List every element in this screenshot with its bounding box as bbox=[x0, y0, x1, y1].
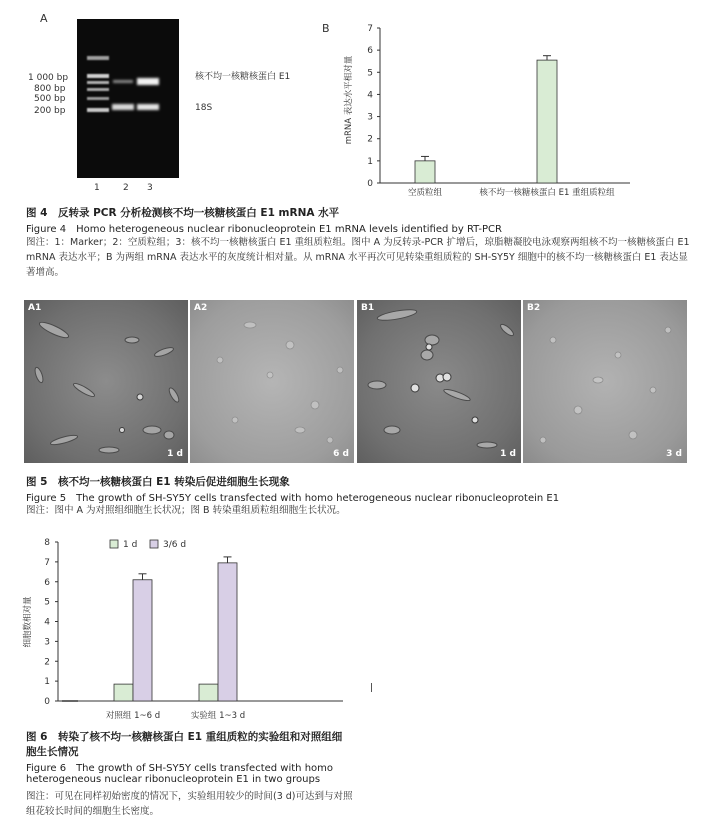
bar bbox=[537, 60, 557, 183]
chart-mrna-axes bbox=[367, 24, 630, 189]
y-tick-label: 0 bbox=[367, 179, 373, 189]
y-tick-label: 6 bbox=[367, 46, 373, 57]
fig4-note: 图注：1：Marker；2：空质粒组；3：核不均一核糖核蛋白 E1 重组质粒组。图中 A 为反转录-PCR 扩增后，琼脂糖凝胶电泳观察两组核不均一核糖核蛋白 E1 mRNA 表达水平；B 为两组 mRNA 表达水平的灰度统计相对量。从 mRNA 水平再次可见转染重组质粒的 SH-SY5Y 细胞中的核不均一核糖核蛋白 E1 表达显著增高。 bbox=[26, 237, 690, 278]
micrograph-day: 3 d bbox=[666, 449, 682, 459]
chart-growth-axes bbox=[44, 538, 343, 707]
gel-bands bbox=[77, 19, 179, 178]
y-tick-label: 7 bbox=[44, 557, 50, 568]
y-tick-label: 5 bbox=[44, 597, 50, 608]
y-tick-label: 8 bbox=[44, 538, 50, 548]
fig6-title-line1: 图 6 转染了核不均一核糖核蛋白 E1 重组质粒的实验组和对照组细 bbox=[26, 731, 343, 743]
cells-b1 bbox=[357, 300, 521, 463]
y-tick-label: 6 bbox=[44, 577, 50, 588]
sample-bands bbox=[112, 78, 159, 110]
chart-mrna-bars bbox=[415, 56, 557, 183]
bar bbox=[415, 161, 435, 183]
fig6-note: 图注：可见在同样初始密度的情况下，实验组用较少的时间(3 d)可达到与对照组花较长时间的细胞生长密度。 bbox=[26, 791, 353, 817]
x-category-label: 对照组 1~6 d bbox=[105, 711, 161, 721]
bar bbox=[199, 684, 218, 701]
x-category-label: 实验组 1~3 d bbox=[190, 711, 246, 721]
fig6-title-en-line2: heterogeneous nuclear ribonucleoprotein E1 in two groups bbox=[26, 774, 321, 785]
marker-label: 200 bp bbox=[34, 106, 66, 116]
y-tick-label: 4 bbox=[367, 90, 373, 101]
chart-mrna bbox=[335, 18, 635, 203]
chart-growth-xlabels bbox=[106, 710, 245, 721]
y-tick-label: 3 bbox=[44, 637, 50, 648]
micrograph-label: B2 bbox=[527, 303, 541, 313]
ladder-bands bbox=[87, 56, 109, 112]
marker-label: 500 bp bbox=[34, 94, 66, 104]
y-tick-label: 1 bbox=[44, 677, 50, 688]
marker-label: 1 000 bp bbox=[28, 73, 69, 83]
lane-label: 3 bbox=[147, 183, 153, 193]
bar bbox=[114, 684, 133, 701]
micrograph-label: A1 bbox=[28, 303, 42, 313]
stray-mark bbox=[371, 683, 372, 692]
y-tick-label: 1 bbox=[367, 156, 373, 167]
micrograph-label: A2 bbox=[194, 303, 208, 313]
fig5-title-en: Figure 5 The growth of SH-SY5Y cells transfected with homo heterogeneous nuclear ribonucleoprotein E1 bbox=[26, 493, 560, 504]
fig5-title: 图 5 核不均一核糖核蛋白 E1 转染后促进细胞生长现象 bbox=[26, 476, 290, 488]
cells-a2 bbox=[190, 300, 354, 463]
cells-a1 bbox=[24, 300, 188, 463]
chart-growth-bars bbox=[114, 557, 237, 701]
x-category-label: 核不均一核糖核蛋白 E1 重组质粒组 bbox=[479, 188, 615, 198]
micrograph-label: B1 bbox=[361, 303, 375, 313]
micrograph-b2 bbox=[523, 300, 687, 463]
micrograph-day: 1 d bbox=[167, 449, 183, 459]
y-tick-label: 5 bbox=[367, 68, 373, 79]
chart-mrna-xlabels bbox=[408, 187, 615, 198]
fig5-note: 图注：图中 A 为对照组细胞生长状况；图 B 转染重组质粒组细胞生长状况。 bbox=[26, 505, 346, 516]
bar bbox=[133, 580, 152, 701]
y-tick-label: 4 bbox=[44, 617, 50, 628]
lane-label: 2 bbox=[123, 183, 129, 193]
y-tick-label: 2 bbox=[367, 134, 373, 145]
band-label-e1: 核不均一核糖核蛋白 E1 bbox=[195, 72, 291, 82]
legend-label: 3/6 d bbox=[163, 540, 187, 550]
chart-growth bbox=[18, 532, 348, 727]
y-tick-label: 2 bbox=[44, 657, 50, 668]
band-label-18s: 18S bbox=[195, 103, 213, 113]
y-tick-label: 3 bbox=[367, 112, 373, 123]
x-category-label: 空质粒组 bbox=[407, 188, 443, 198]
micrograph-a1 bbox=[24, 300, 188, 463]
fig4-panel-a-letter: A bbox=[40, 12, 48, 25]
marker-label: 800 bp bbox=[34, 84, 66, 94]
chart-mrna-ylabel: mRNA 表达水平相对量 bbox=[344, 55, 354, 145]
bar bbox=[218, 563, 237, 701]
legend-swatch bbox=[110, 540, 118, 548]
cells-b2 bbox=[523, 300, 687, 463]
micrograph-b1 bbox=[357, 300, 521, 463]
fig4-title-en: Figure 4 Homo heterogeneous nuclear ribonucleoprotein E1 mRNA levels identified by RT-PCR bbox=[26, 224, 502, 235]
micrograph-day: 6 d bbox=[333, 449, 349, 459]
y-tick-label: 0 bbox=[44, 697, 50, 707]
fig6-title-line2: 胞生长情况 bbox=[26, 746, 79, 758]
chart-growth-ylabel: 细胞数相对量 bbox=[23, 596, 33, 648]
legend-swatch bbox=[150, 540, 158, 548]
legend-label: 1 d bbox=[123, 540, 138, 550]
lane-label: 1 bbox=[94, 183, 100, 193]
fig4-title: 图 4 反转录 PCR 分析检测核不均一核糖核蛋白 E1 mRNA 水平 bbox=[26, 207, 340, 219]
y-tick-label: 7 bbox=[367, 24, 373, 34]
chart-growth-legend bbox=[110, 540, 186, 550]
micrograph-a2 bbox=[190, 300, 354, 463]
gel-image bbox=[77, 19, 179, 178]
micrograph-day: 1 d bbox=[500, 449, 516, 459]
fig6-title-en-line1: Figure 6 The growth of SH-SY5Y cells transfected with homo bbox=[26, 763, 334, 774]
fig4-panel-b-letter: B bbox=[322, 22, 330, 35]
